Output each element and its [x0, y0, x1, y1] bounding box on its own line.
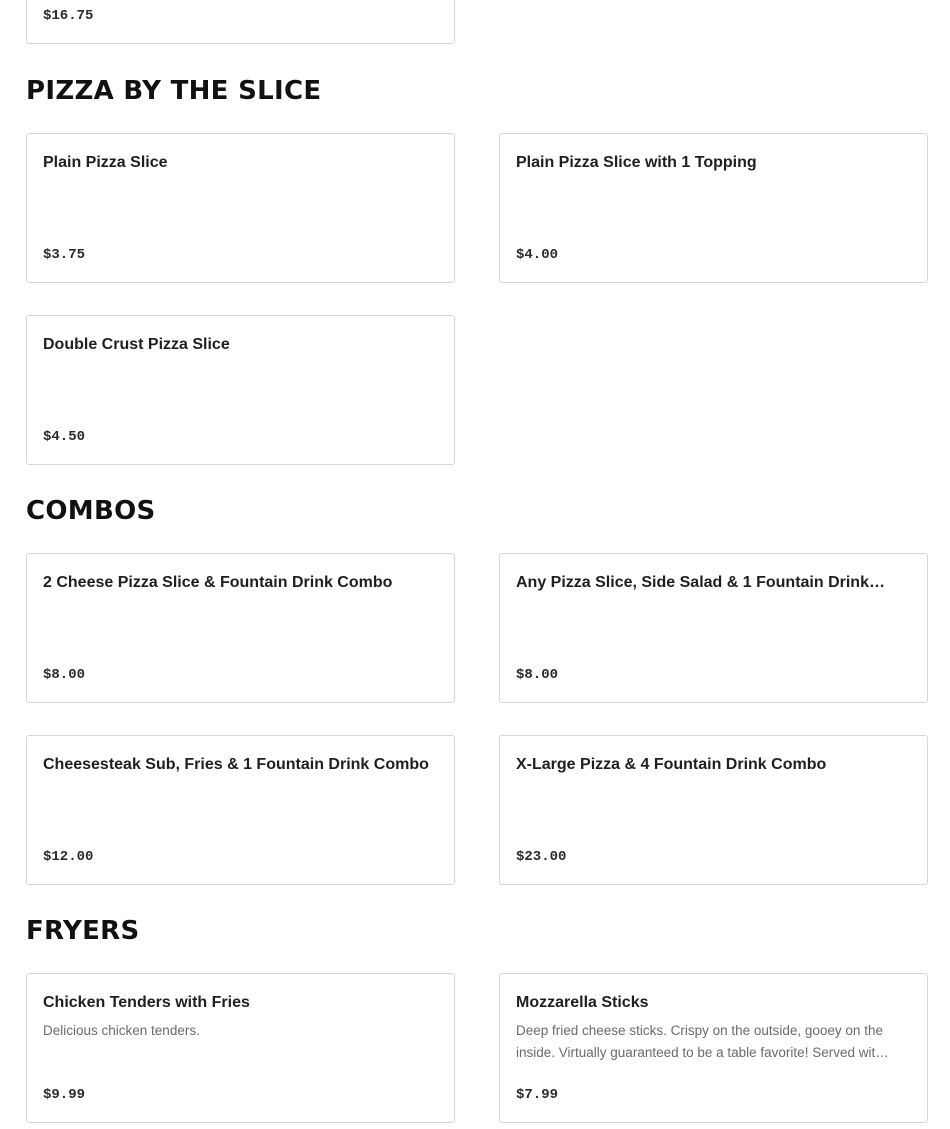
- menu-item-card[interactable]: [499, 553, 928, 703]
- menu-item-card[interactable]: [26, 973, 455, 1123]
- item-name: Chicken Tenders with Fries: [43, 994, 250, 1011]
- item-price: $3.75: [43, 247, 86, 263]
- item-name: Any Pizza Slice, Side Salad & 1 Fountain Drink…: [516, 574, 885, 591]
- item-name: Plain Pizza Slice with 1 Topping: [516, 154, 757, 171]
- item-price: $8.00: [43, 667, 86, 683]
- item-name: Mozzarella Sticks: [516, 994, 649, 1011]
- item-name: Cheesesteak Sub, Fries & 1 Fountain Drink Combo: [43, 756, 429, 773]
- item-description: Delicious chicken tenders.: [43, 1023, 200, 1038]
- item-name: Plain Pizza Slice: [43, 154, 168, 171]
- item-price: $4.50: [43, 429, 86, 445]
- section-title-fryers: FRYERS: [26, 916, 140, 946]
- item-name: Double Crust Pizza Slice: [43, 336, 230, 353]
- menu-item-card[interactable]: [499, 973, 928, 1123]
- menu-item-card[interactable]: [499, 735, 928, 885]
- item-price: $12.00: [43, 849, 94, 865]
- item-price: $9.99: [43, 1087, 86, 1103]
- item-price: $8.00: [516, 667, 559, 683]
- section-title-pizza-by-the-slice: PIZZA BY THE SLICE: [26, 76, 322, 106]
- item-name: 2 Cheese Pizza Slice & Fountain Drink Combo: [43, 574, 393, 591]
- menu-item-card[interactable]: [26, 0, 455, 44]
- item-name: X-Large Pizza & 4 Fountain Drink Combo: [516, 756, 827, 773]
- section-title-combos: COMBOS: [26, 496, 156, 526]
- menu-item-card[interactable]: [26, 133, 455, 283]
- menu-item-card[interactable]: [26, 735, 455, 885]
- item-price: $16.75: [43, 8, 94, 24]
- menu-item-card[interactable]: [26, 315, 455, 465]
- menu-item-card[interactable]: [26, 553, 455, 703]
- item-description: Deep fried cheese sticks. Crispy on the outside, gooey on the inside. Virtually guaranteed to be a table favorite! Served wit…: [516, 1023, 889, 1060]
- item-price: $23.00: [516, 849, 567, 865]
- item-price: $4.00: [516, 247, 559, 263]
- item-price: $7.99: [516, 1087, 559, 1103]
- menu-item-card[interactable]: [499, 133, 928, 283]
